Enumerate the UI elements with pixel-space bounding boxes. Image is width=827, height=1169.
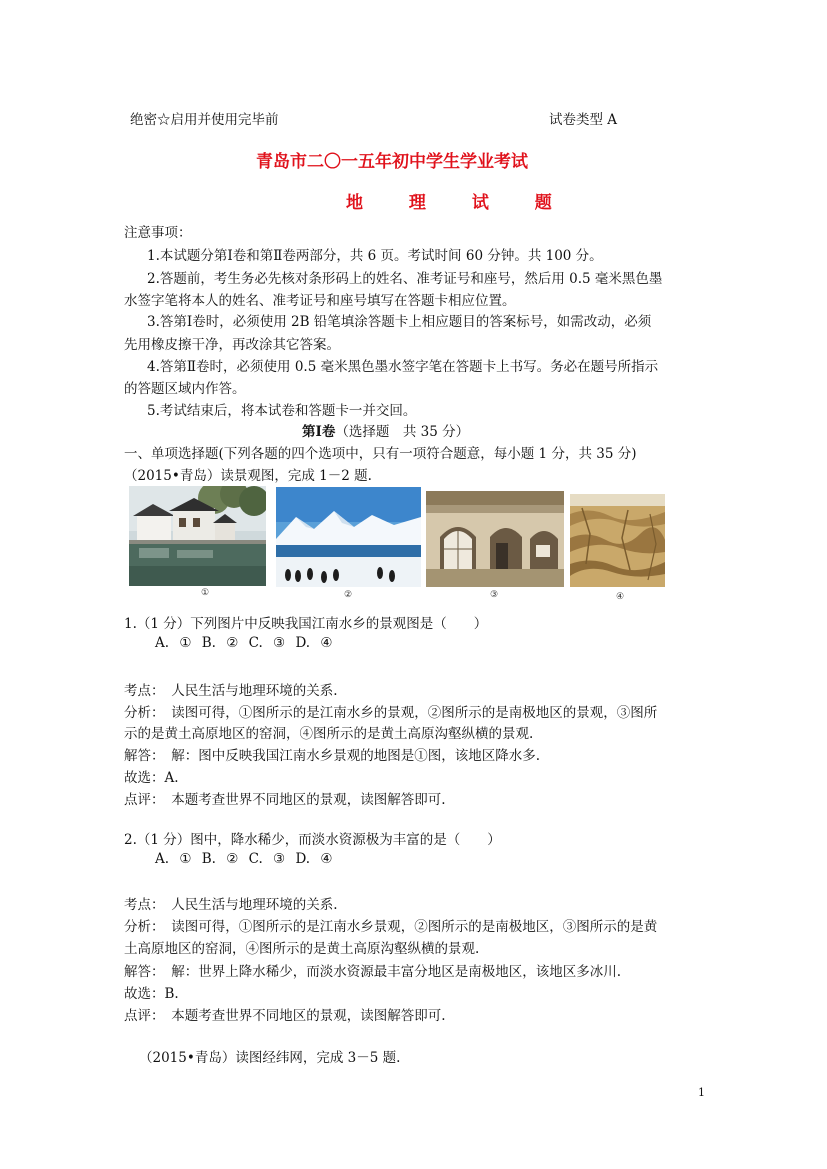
photo-caption: ①: [200, 588, 210, 598]
secret-label: 绝密☆启用并使用完毕前: [130, 112, 279, 128]
notice-line: 2.答题前，考生务必先核对条形码上的姓名、准考证号和座号，然后用 0.5 毫米黑色墨: [147, 271, 663, 287]
page-number: 1: [698, 1086, 705, 1099]
photo-caption: ③: [489, 590, 499, 600]
photo-jiangnan-water-town: [129, 486, 266, 586]
section-title: 第Ⅰ卷: [302, 424, 336, 440]
q2-options: A. ① B. ② C. ③ D. ④: [155, 851, 333, 867]
section-subtitle: （选择题 共 35 分）: [335, 424, 470, 440]
notice-line: 先用橡皮擦干净，再改涂其它答案。: [124, 337, 340, 353]
notice-line: 4.答第Ⅱ卷时，必须使用 0.5 毫米黑色墨水签字笔在答题卡上书写。务必在题号所指示: [147, 359, 659, 375]
next-section-intro: （2015•青岛）读图经纬网，完成 3－5 题.: [139, 1050, 401, 1066]
q1-options: A. ① B. ② C. ③ D. ④: [155, 635, 333, 651]
q2-answer: 故选：B.: [124, 986, 179, 1002]
exam-title: 青岛市二〇一五年初中学生学业考试: [256, 152, 528, 172]
q1-dianping: 点评： 本题考查世界不同地区的景观，读图解答即可.: [124, 792, 446, 808]
photo-loess-cave-dwelling: [426, 491, 564, 587]
notice-line: 1.本试题分第Ⅰ卷和第Ⅱ卷两部分，共 6 页。考试时间 60 分钟。共 100 分。: [147, 248, 603, 264]
notice-line: 水签字笔将本人的姓名、准考证号和座号填写在答题卡相应位置。: [124, 293, 516, 309]
q2-dianping: 点评： 本题考查世界不同地区的景观，读图解答即可.: [124, 1008, 446, 1024]
q2-kaodian: 考点： 人民生活与地理环境的关系.: [124, 897, 338, 913]
notice-line: 3.答第Ⅰ卷时，必须使用 2B 铅笔填涂答题卡上相应题目的答案标号，如需改动，必须: [147, 314, 652, 330]
section-heading: [302, 420, 469, 440]
q1-fenxi-line2: 示的是黄土高原地区的窑洞，④图所示的是黄土高原沟壑纵横的景观.: [124, 726, 534, 742]
photo-loess-gullies: [570, 494, 665, 587]
photo-caption: ④: [615, 592, 625, 602]
q1-answer: 故选：A.: [124, 770, 179, 786]
q1-stem: 1.（1 分）下列图片中反映我国江南水乡的景观图是（ ）: [124, 616, 488, 632]
paper-type: 试卷类型 A: [549, 112, 618, 128]
notice-heading: 注意事项：: [124, 225, 192, 241]
q2-stem: 2.（1 分）图中，降水稀少，而淡水资源极为丰富的是（ ）: [124, 832, 501, 848]
notice-line: 5.考试结束后，将本试卷和答题卡一并交回。: [147, 403, 417, 419]
notice-line: 的答题区域内作答。: [124, 381, 246, 397]
photo-caption: ②: [343, 590, 353, 600]
q1-jieda: 解答： 解：图中反映我国江南水乡景观的地图是①图，该地区降水多.: [124, 748, 541, 764]
subject-title: 地 理 试 题: [346, 193, 572, 213]
q2-fenxi-line1: 分析： 读图可得，①图所示的是江南水乡景观，②图所示的是南极地区，③图所示的是黄: [124, 919, 658, 935]
q1-kaodian: 考点： 人民生活与地理环境的关系.: [124, 683, 338, 699]
q1-fenxi-line1: 分析： 读图可得，①图所示的是江南水乡的景观，②图所示的是南极地区的景观，③图所: [124, 705, 658, 721]
q2-fenxi-line2: 土高原地区的窑洞，④图所示的是黄土高原沟壑纵横的景观.: [124, 941, 480, 957]
section-instruction: 一、单项选择题(下列各题的四个选项中，只有一项符合题意，每小题 1 分，共 35 分): [124, 446, 637, 462]
q2-jieda: 解答： 解：世界上降水稀少，而淡水资源最丰富分地区是南极地区，该地区多冰川.: [124, 964, 622, 980]
photo-antarctic-penguins: [276, 487, 421, 587]
section-intro: （2015•青岛）读景观图，完成 1－2 题.: [124, 468, 372, 484]
